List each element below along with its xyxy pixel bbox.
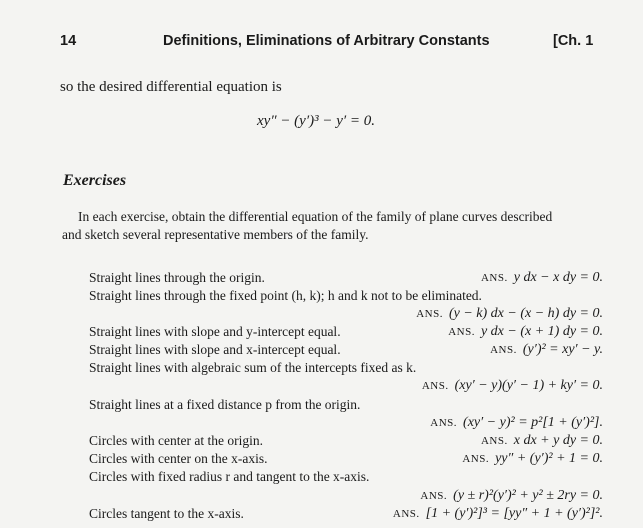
exercise-text: Straight lines at a fixed distance p from the origin. bbox=[89, 397, 361, 412]
instruction-line-2: and sketch several representative members of the family. bbox=[62, 227, 369, 242]
exercises-heading: Exercises bbox=[63, 172, 127, 189]
intro-line: so the desired differential equation is bbox=[60, 79, 282, 95]
ans-label: ANS. bbox=[416, 308, 443, 320]
ans-label: ANS. bbox=[480, 435, 508, 447]
exercise-text: Circles with center on the x-axis. bbox=[89, 451, 268, 466]
ans-label: ANS. bbox=[490, 344, 517, 356]
exercise-text: Straight lines with algebraic sum of the intercepts fixed as k. bbox=[89, 360, 417, 375]
answer-equation: y dx − x dy = 0. bbox=[513, 270, 603, 285]
exercise-text: Straight lines through the fixed point (h, k); h and k not to be eliminated. bbox=[89, 288, 482, 303]
exercise-answer bbox=[0, 306, 603, 322]
running-title: Definitions, Eliminations of Arbitrary Constants bbox=[163, 33, 490, 49]
answer-equation: (y − k) dx − (x − h) dy = 0. bbox=[448, 306, 603, 321]
exercise-answer bbox=[0, 433, 603, 449]
ans-label: ANS. bbox=[421, 380, 449, 392]
answer-equation: (y ± r)²(y′)² + y² ± 2ry = 0. bbox=[453, 488, 603, 503]
exercise-answer bbox=[0, 324, 603, 340]
exercise-text: Circles with fixed radius r and tangent to the x-axis. bbox=[89, 469, 370, 484]
exercise-answer bbox=[0, 451, 603, 467]
exercise-answer bbox=[0, 415, 603, 431]
main-equation: xy″ − (y′)³ − y′ = 0. bbox=[257, 113, 376, 129]
answer-equation: yy″ + (y′)² + 1 = 0. bbox=[495, 451, 603, 466]
exercise-answer bbox=[0, 378, 603, 394]
ans-label: ANS. bbox=[448, 326, 475, 338]
chapter-label: [Ch. 1 bbox=[553, 33, 594, 49]
ans-label: ANS. bbox=[392, 508, 420, 520]
ans-label: ANS. bbox=[462, 453, 490, 465]
answer-equation: (xy′ − y)(y′ − 1) + ky′ = 0. bbox=[454, 378, 603, 393]
answer-equation: x dx + y dy = 0. bbox=[513, 433, 603, 448]
exercise-answer bbox=[0, 506, 603, 522]
ans-label: ANS. bbox=[420, 490, 448, 502]
exercise-text: Straight lines through the origin. bbox=[89, 270, 265, 285]
exercise-answer bbox=[0, 488, 603, 504]
exercise-answer bbox=[0, 342, 603, 358]
answer-equation: (xy′ − y)² = p²[1 + (y′)²]. bbox=[463, 415, 603, 430]
answer-equation: y dx − (x + 1) dy = 0. bbox=[480, 324, 603, 339]
exercise-text: Straight lines with slope and y-intercept equal. bbox=[89, 324, 341, 339]
exercise-text: Circles tangent to the x-axis. bbox=[89, 506, 244, 521]
ans-label: ANS. bbox=[430, 417, 458, 429]
exercise-answer bbox=[0, 270, 603, 286]
exercise-text: Straight lines with slope and x-intercept equal. bbox=[89, 342, 341, 357]
answer-equation: [1 + (y′)²]³ = [yy″ + 1 + (y′)²]². bbox=[425, 506, 603, 521]
instruction-line-1: In each exercise, obtain the differential equation of the family of plane curves described bbox=[78, 209, 553, 224]
page-number: 14 bbox=[60, 33, 77, 49]
answer-equation: (y′)² = xy′ − y. bbox=[522, 342, 603, 357]
exercise-text: Circles with center at the origin. bbox=[89, 433, 263, 448]
ans-label: ANS. bbox=[480, 272, 508, 284]
